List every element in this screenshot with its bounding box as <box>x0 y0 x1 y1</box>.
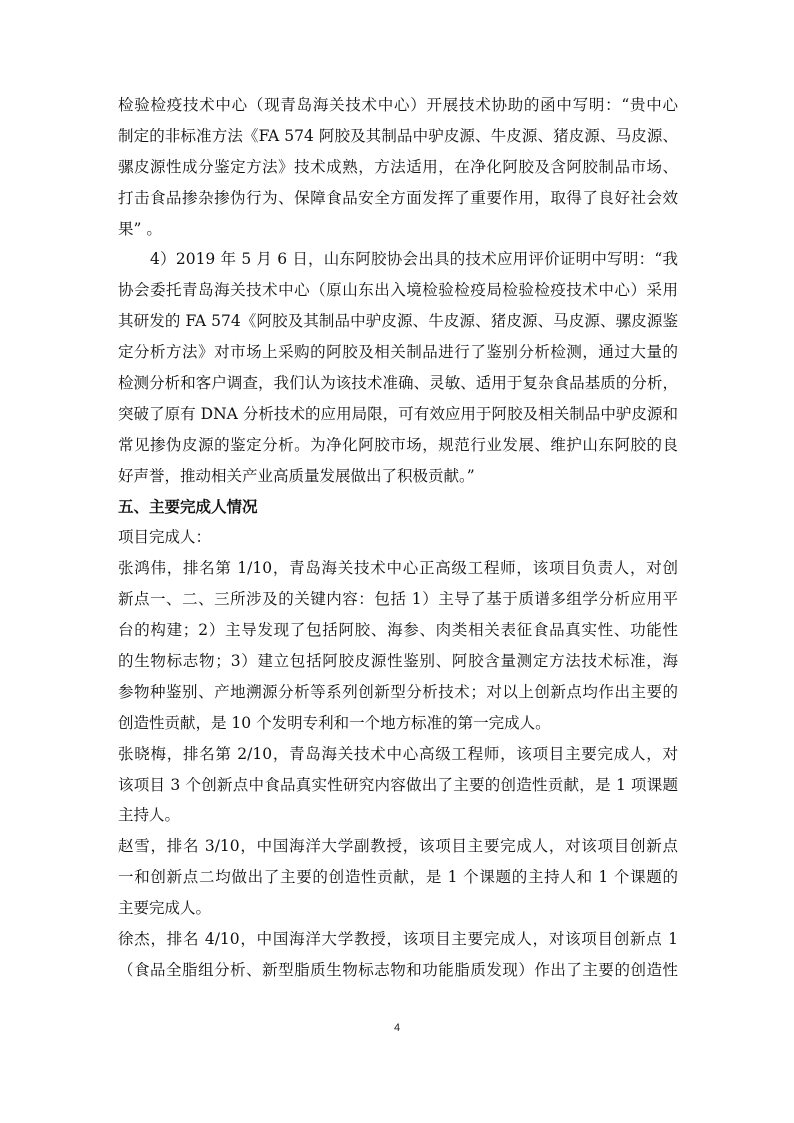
text-line: 主持人。 <box>118 806 181 825</box>
section-heading: 五、主要完成人情况 <box>118 497 258 516</box>
text-line: 制定的非标准方法《FA 574 阿胶及其制品中驴皮源、牛皮源、猪皮源、马皮源、 <box>118 126 678 145</box>
text-line: 一和创新点二均做出了主要的创造性贡献，是 1 个课题的主持人和 1 个课题的 <box>118 868 678 887</box>
text-line: 果” 。 <box>118 219 162 238</box>
text-line: 主要完成人。 <box>118 899 212 918</box>
text-line: （食品全脂组分析、新型脂质生物标志物和功能脂质发现）作出了主要的创造性 <box>118 960 678 979</box>
text-line: 打击食品掺杂掺伪行为、保障食品安全方面发挥了重要作用，取得了良好社会效 <box>118 188 678 207</box>
text-line: 赵雪，排名 3/10，中国海洋大学副教授，该项目主要完成人，对该项目创新点 <box>118 837 678 856</box>
text-line: 其研发的 FA 574《阿胶及其制品中驴皮源、牛皮源、猪皮源、马皮源、骡皮源鉴 <box>118 312 678 331</box>
text-line: 该项目 3 个创新点中食品真实性研究内容做出了主要的创造性贡献，是 1 项课题 <box>118 775 678 794</box>
text-line: 的生物标志物；3）建立包括阿胶皮源性鉴别、阿胶含量测定方法技术标准，海 <box>118 652 678 671</box>
text-line: 突破了原有 DNA 分析技术的应用局限，可有效应用于阿胶及相关制品中驴皮源和 <box>118 404 678 423</box>
text-line: 检验检疫技术中心（现青岛海关技术中心）开展技术协助的函中写明：“贵中心 <box>118 96 678 114</box>
body-text <box>118 90 678 986</box>
text-line: 协会委托青岛海关技术中心（原山东出入境检验检疫局检验检疫技术中心）采用 <box>118 281 678 300</box>
text-line: 好声誉，推动相关产业高质量发展做出了积极贡献。” <box>118 466 475 485</box>
text-line: 创造性贡献，是 10 个发明专利和一个地方标准的第一完成人。 <box>118 713 551 732</box>
text-line: 徐杰，排名 4/10，中国海洋大学教授，该项目主要完成人，对该项目创新点 1 <box>118 930 678 949</box>
text-line: 台的构建；2）主导发现了包括阿胶、海参、肉类相关表征食品真实性、功能性 <box>118 621 678 640</box>
page-number: 4 <box>393 1022 401 1034</box>
text-line: 参物种鉴别、产地溯源分析等系列创新型分析技术；对以上创新点均作出主要的 <box>118 682 678 701</box>
text-line: 常见掺伪皮源的鉴定分析。为净化阿胶市场，规范行业发展、维护山东阿胶的良 <box>118 435 678 454</box>
text-line: 骡皮源性成分鉴定方法》技术成熟，方法适用，在净化阿胶及含阿胶制品市场、 <box>118 157 678 176</box>
text-line: 4）2019 年 5 月 6 日，山东阿胶协会出具的技术应用评价证明中写明：“我 <box>150 250 678 269</box>
text-line: 定分析方法》对市场上采购的阿胶及相关制品进行了鉴别分析检测，通过大量的 <box>118 343 678 362</box>
text-line: 检测分析和客户调查，我们认为该技术准确、灵敏、适用于复杂食品基质的分析， <box>118 374 678 393</box>
text-line: 项目完成人： <box>118 528 212 547</box>
text-line: 张晓梅，排名第 2/10，青岛海关技术中心高级工程师，该项目主要完成人，对 <box>118 744 678 763</box>
text-line: 新点一、二、三所涉及的关键内容：包括 1）主导了基于质谱多组学分析应用平 <box>118 590 678 609</box>
text-line: 张鸿伟，排名第 1/10，青岛海关技术中心正高级工程师，该项目负责人，对创 <box>118 559 678 578</box>
